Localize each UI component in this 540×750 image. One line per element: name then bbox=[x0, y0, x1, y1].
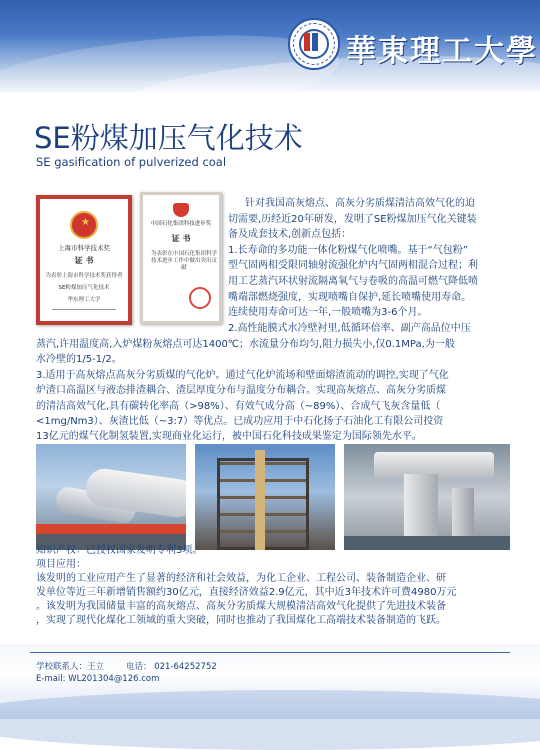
school-name: 華東理工大學 bbox=[346, 34, 538, 69]
cert-desc: 为表彰上海市科学技术奖获得者 bbox=[45, 273, 123, 279]
body-line: 13亿元的煤气化制氢装置,实现商业化运行，被中国石化科技成果鉴定为国际领先水平。 bbox=[36, 431, 422, 442]
contact-phone: 电话： 021-64252752 bbox=[126, 662, 217, 672]
sinopec-logo-icon bbox=[173, 203, 189, 217]
info-line: ，实现了现代化煤化工领域的重大突破，同时也推动了我国煤化工高端技术装备制造的飞跃。 bbox=[36, 615, 446, 626]
body-line: 备及成套技术,创新点包括： bbox=[228, 229, 352, 240]
cert-project: SE粉煤加压气化技术 bbox=[58, 285, 110, 291]
cert-org: 华东理工大学 bbox=[67, 297, 101, 303]
body-line: 2.高性能膜式水冷壁衬里,低循环倍率、副产高品位中压 bbox=[228, 323, 471, 334]
footer-divider bbox=[30, 652, 510, 653]
cert-subtitle: 证 书 bbox=[171, 234, 191, 243]
body-line: <1mg/Nm3）、灰渣比低（~3:7）等优点。已成功应用于中石化扬子石油化工有限公司投资 bbox=[36, 416, 444, 427]
cert-rule bbox=[52, 309, 116, 310]
cert-title: 上海市科学技术奖 bbox=[58, 244, 110, 252]
body-line: 连续使用寿命可达一年,一般喷嘴为3-6个月。 bbox=[228, 307, 428, 318]
photo-gasifier-transport bbox=[36, 444, 186, 550]
body-line: 1.长寿命的多功能一体化粉煤气化喷嘴。基于“气包粉” bbox=[228, 245, 468, 256]
body-line: 切需要,历经近20年研发，发明了SE粉煤加压气化关键装 bbox=[228, 214, 477, 225]
info-line: 。该发明为我国储量丰富的高灰熔点、高灰分劣质煤大规模清洁高效气化提供了先进技术装备 bbox=[36, 601, 446, 612]
info-line: 发单位等近三年新增销售额约30亿元，直接经济效益2.9亿元，其中近3年技术许可费4980万元 bbox=[36, 587, 457, 598]
body-line: 蒸汽,许用温度高,入炉煤粉灰熔点可达1400℃；水流量分布均匀,阻力损失小,仅0.1MPa,为一般 bbox=[36, 339, 455, 350]
info-ip: 知识产权：已授权国家发明专利3项。 bbox=[36, 545, 203, 556]
header-banner bbox=[0, 0, 540, 92]
national-emblem-icon: ★ bbox=[70, 211, 98, 239]
page-title: SE粉煤加压气化技术 bbox=[34, 121, 303, 155]
cert-title: 中国石化集团科技进步奖 bbox=[150, 221, 212, 227]
info-line: 该发明的工业应用产生了显著的经济和社会效益，为化工企业、工程公司、装备制造企业、研 bbox=[36, 573, 446, 584]
page-subtitle: SE gasification of pulverized coal bbox=[36, 155, 227, 169]
award-certificate-shanghai bbox=[36, 195, 132, 325]
body-line: 针对我国高灰熔点、高灰分劣质煤清洁高效气化的迫 bbox=[245, 198, 475, 209]
cert-subtitle: 证 书 bbox=[74, 256, 94, 265]
photo-burner-nozzle-installation bbox=[344, 444, 510, 550]
cert-desc: 为表彰在中国石化集团科学技术进步工作中做出突出贡献 bbox=[150, 251, 217, 271]
body-line: 嘴端部燃烧强度，实现喷嘴自保护,延长喷嘴使用寿命。 bbox=[228, 292, 472, 303]
body-line: 3.适用于高灰熔点高灰分劣质煤的气化炉。通过气化炉流场和壁面熔渣流动的调控,实现了气化 bbox=[36, 370, 449, 381]
body-line: 用工艺蒸汽环状射流隔离氧气与卷吸的高温可燃气降低喷 bbox=[228, 276, 478, 287]
red-stamp-icon bbox=[189, 287, 211, 309]
award-certificate-sinopec bbox=[140, 192, 222, 324]
photo-gasifier-structure bbox=[195, 444, 335, 550]
body-line: 炉渣口高温区与液态排渣耦合、渣层厚度分布与温度分布耦合。实现高灰熔点、高灰分劣质煤 bbox=[36, 385, 446, 396]
university-seal-icon bbox=[288, 18, 340, 70]
contact-email[interactable]: E-mail: WL201304@126.com bbox=[36, 674, 160, 684]
body-line: 的清洁高效气化,具有碳转化率高（>98%）、有效气成分高（~89%）、合成气飞灰含量低（ bbox=[36, 401, 441, 412]
body-line: 型气固两相受限同轴射流强化炉内气固两相混合过程；利 bbox=[228, 260, 478, 271]
footer-wave bbox=[0, 690, 540, 750]
info-application-label: 项目应用： bbox=[36, 559, 86, 570]
contact-person: 学校联系人：王立 bbox=[36, 662, 105, 672]
body-line: 水冷壁的1/5-1/2。 bbox=[36, 354, 122, 365]
